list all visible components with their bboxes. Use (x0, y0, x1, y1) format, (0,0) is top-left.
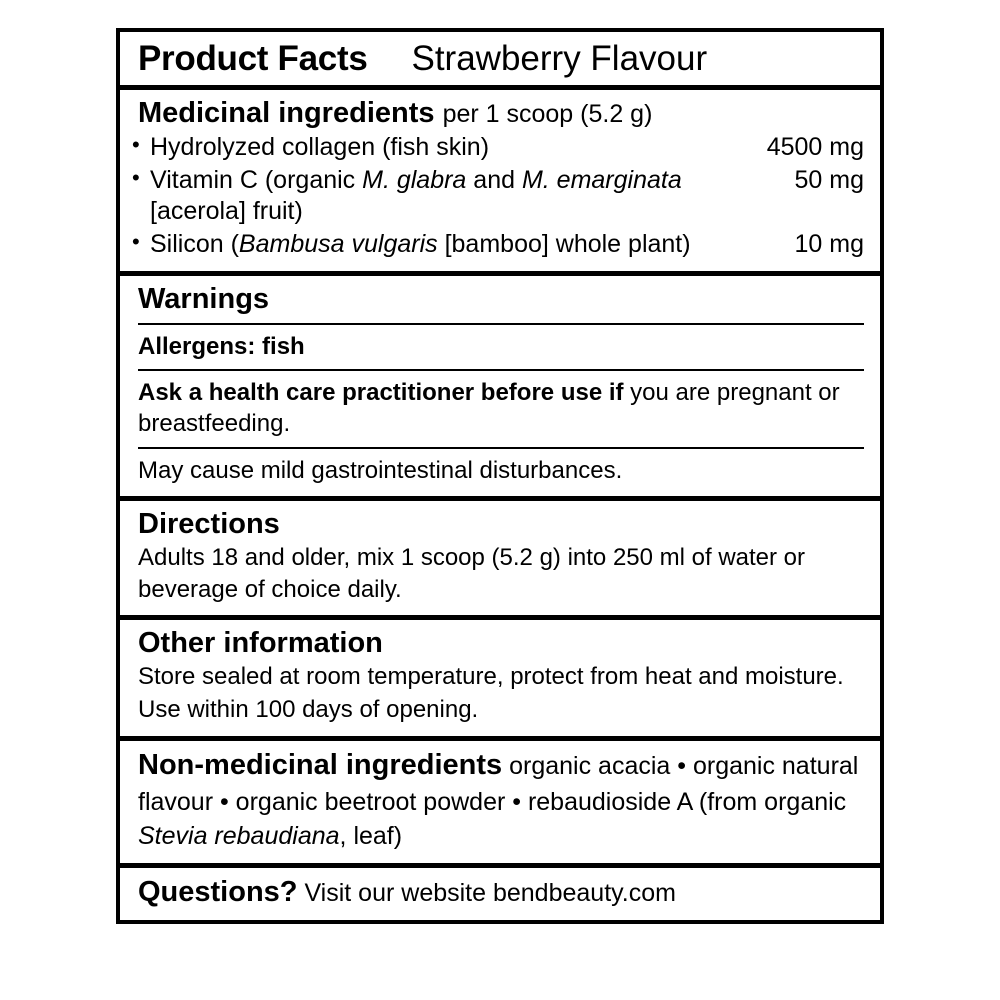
allergens-label: Allergens: fish (138, 332, 305, 360)
practitioner-warning-bold: Ask a health care practitioner before use if (138, 379, 624, 407)
gastro-warning: May cause mild gastrointestinal disturbances. (138, 456, 623, 484)
table-row (138, 165, 864, 228)
non-medicinal-section (120, 741, 880, 863)
divider (138, 447, 864, 449)
table-row (138, 229, 864, 260)
directions-title: Directions (138, 507, 280, 540)
other-information-section (120, 620, 880, 736)
non-medicinal-text (138, 747, 864, 853)
ingredient-name (138, 229, 754, 260)
ingredient-name-tail: [bamboo] whole plant) (437, 230, 691, 259)
product-facts-panel (116, 28, 884, 924)
medicinal-title (138, 96, 864, 130)
ingredient-amount: 10 mg (794, 230, 864, 259)
ingredient-name-italic2: M. emarginata (521, 165, 682, 194)
ingredient-amount: 50 mg (794, 165, 864, 194)
panel-header (120, 32, 880, 85)
practitioner-warning (138, 377, 864, 439)
questions-text (138, 874, 864, 910)
medicinal-subtitle: per 1 scoop (5.2 g) (442, 99, 653, 128)
ingredient-name-italic: M. glabra (362, 165, 467, 194)
other-information-line-2: Use within 100 days of opening. (138, 696, 479, 724)
questions-section (120, 868, 880, 920)
ingredient-name-italic: Bambusa vulgaris (238, 230, 438, 259)
non-medicinal-title: Non-medicinal ingredients (138, 748, 503, 781)
other-information-line-1: Store sealed at room temperature, protect from heat and moisture. (138, 663, 844, 691)
ingredient-amount: 4500 mg (766, 132, 864, 161)
flavour-label: Strawberry Flavour (411, 39, 708, 78)
non-medicinal-body: organic acacia • organic natural flavour • organic beetroot powder • rebaudioside A (from organic (138, 751, 859, 816)
questions-body: Visit our website bendbeauty.com (297, 879, 676, 908)
practitioner-warning-rest: you are pregnant or breastfeeding. (138, 379, 840, 438)
medicinal-title-text: Medicinal ingredients (138, 96, 435, 129)
divider (138, 369, 864, 371)
ingredient-name-text: Vitamin C (organic (150, 165, 363, 194)
non-medicinal-tail: , leaf) (339, 822, 403, 851)
allergens-text (138, 331, 864, 362)
other-information-title: Other information (138, 627, 383, 660)
non-medicinal-italic: Stevia rebaudiana (138, 822, 340, 851)
ingredient-name-text: Hydrolyzed collagen (fish skin) (150, 132, 490, 161)
ingredient-name-tail: [acerola] fruit) (150, 197, 303, 226)
directions-section (120, 501, 880, 616)
warnings-section (120, 276, 880, 496)
medicinal-ingredients-section (120, 90, 880, 271)
ingredient-name (138, 165, 754, 228)
questions-title: Questions? (138, 876, 298, 909)
ingredient-name-text: Silicon ( (150, 230, 239, 259)
page-title: Product Facts (138, 39, 368, 78)
ingredient-name-mid: and (466, 165, 522, 194)
directions-text: Adults 18 and older, mix 1 scoop (5.2 g) into 250 ml of water or beverage of choice daily. (138, 543, 806, 603)
table-row (138, 132, 864, 163)
ingredient-name (138, 132, 754, 163)
warnings-title: Warnings (138, 282, 270, 315)
divider (138, 323, 864, 325)
